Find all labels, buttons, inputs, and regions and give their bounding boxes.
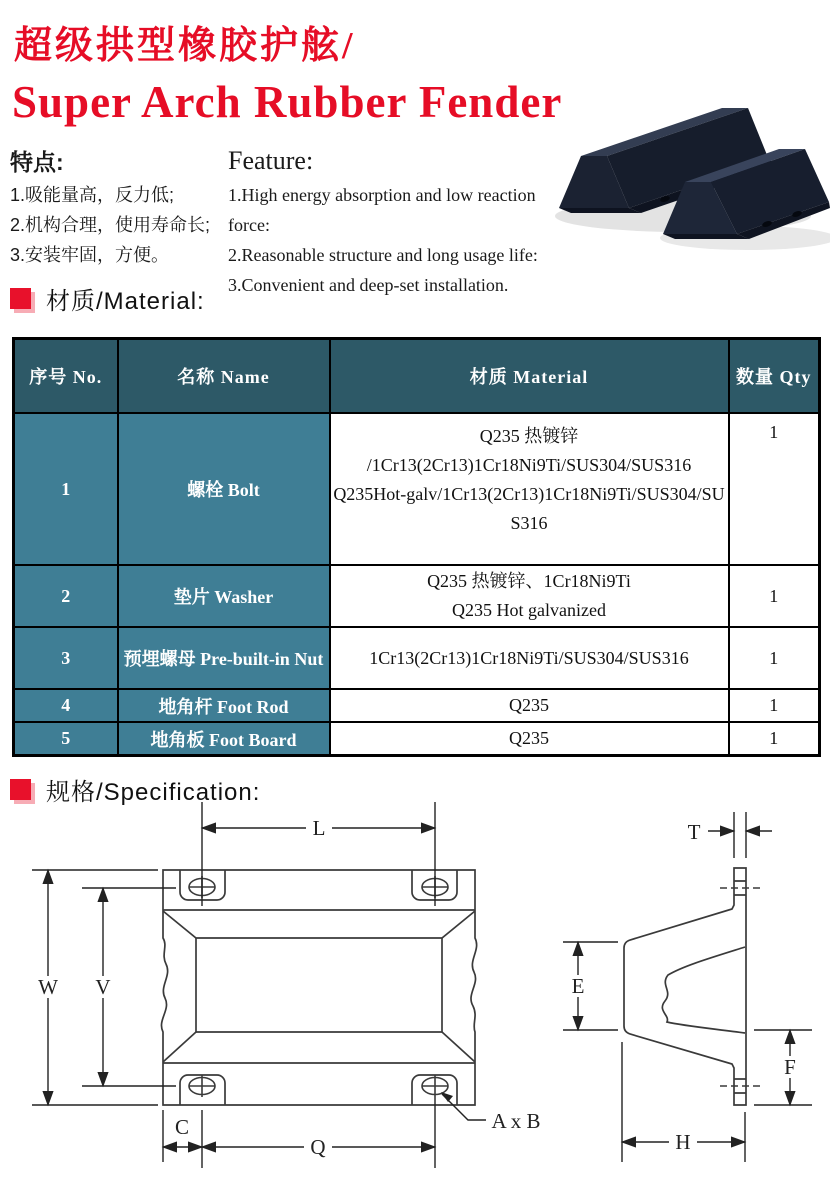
table-row <box>14 627 820 689</box>
dim-label-F: F <box>784 1055 796 1079</box>
material-table <box>12 337 821 757</box>
dimension-labels <box>565 820 803 1154</box>
plan-view-drawing <box>20 795 548 1187</box>
col-header-no: 序号 No. <box>14 339 118 414</box>
features-english <box>228 146 558 300</box>
dim-label-V: V <box>95 975 111 999</box>
row-no: 2 <box>14 565 118 627</box>
row-qty: 1 <box>729 565 820 627</box>
row-no: 5 <box>14 722 118 756</box>
row-no: 4 <box>14 689 118 722</box>
fender-section-outline <box>624 868 746 1105</box>
dim-label-W: W <box>38 975 58 999</box>
feature-item-en: 1.High energy absorption and low reaction force: <box>228 185 536 235</box>
dim-label-L: L <box>312 816 326 840</box>
row-name: 地角杆 Foot Rod <box>118 689 330 722</box>
section-view-drawing <box>545 790 830 1192</box>
dim-label-AxB: A x B <box>491 1109 541 1133</box>
table-row <box>14 689 820 722</box>
dim-label-E: E <box>571 974 585 998</box>
fender-plan-outline <box>161 870 476 1105</box>
bolt-centerlines <box>720 888 762 1086</box>
red-square-bullet-icon <box>10 288 31 309</box>
row-material: Q235 <box>330 689 729 722</box>
row-material: Q235 <box>330 722 729 756</box>
row-name: 地角板 Foot Board <box>118 722 330 756</box>
feature-item-zh: 2.机构合理，使用寿命长; <box>10 215 211 235</box>
product-photo <box>543 56 830 258</box>
table-row <box>14 565 820 627</box>
row-name: 预埋螺母 Pre-built-in Nut <box>118 627 330 689</box>
dim-label-Q: Q <box>310 1135 326 1159</box>
col-header-qty: 数量 Qty <box>729 339 820 414</box>
features-heading-zh: 特点: <box>10 149 64 175</box>
table-row <box>14 722 820 756</box>
row-qty: 1 <box>729 627 820 689</box>
material-section-header <box>10 281 205 316</box>
feature-item-en: 2.Reasonable structure and long usage life: <box>228 245 538 265</box>
specification-section-title: 规格/Specification: <box>46 779 261 806</box>
features-heading-en: Feature: <box>228 146 314 175</box>
features-chinese <box>10 144 228 270</box>
row-no: 1 <box>14 413 118 565</box>
dim-label-H: H <box>675 1130 691 1154</box>
dim-label-T: T <box>687 820 701 844</box>
page-title-english: Super Arch Rubber Fender <box>12 77 563 127</box>
dimension-lines <box>563 812 812 1162</box>
feature-item-en: 3.Convenient and deep-set installation. <box>228 275 509 295</box>
table-row <box>14 413 820 565</box>
row-material: Q235 热镀锌 /1Cr13(2Cr13)1Cr18Ni9Ti/SUS304/SUS316 Q235Hot-galv/1Cr13(2Cr13)1Cr18Ni9Ti/SUS304/SU S316 <box>330 413 729 565</box>
row-name: 螺栓 Bolt <box>118 413 330 565</box>
row-material: Q235 热镀锌、1Cr18Ni9Ti Q235 Hot galvanized <box>330 565 729 627</box>
dimension-labels <box>34 816 541 1159</box>
row-name: 垫片 Washer <box>118 565 330 627</box>
row-qty: 1 <box>729 722 820 756</box>
table-header-row <box>14 339 820 414</box>
page-title-chinese: 超级拱型橡胶护舷/ <box>14 25 356 67</box>
row-material: 1Cr13(2Cr13)1Cr18Ni9Ti/SUS304/SUS316 <box>330 627 729 689</box>
col-header-material: 材质 Material <box>330 339 729 414</box>
dim-label-C: C <box>174 1115 190 1139</box>
col-header-name: 名称 Name <box>118 339 330 414</box>
material-section-title: 材质/Material: <box>46 288 205 315</box>
row-no: 3 <box>14 627 118 689</box>
row-qty: 1 <box>729 689 820 722</box>
feature-item-zh: 3.安装牢固，方便。 <box>10 245 170 265</box>
feature-item-zh: 1.吸能量高，反力低; <box>10 185 175 205</box>
row-qty: 1 <box>729 413 820 565</box>
